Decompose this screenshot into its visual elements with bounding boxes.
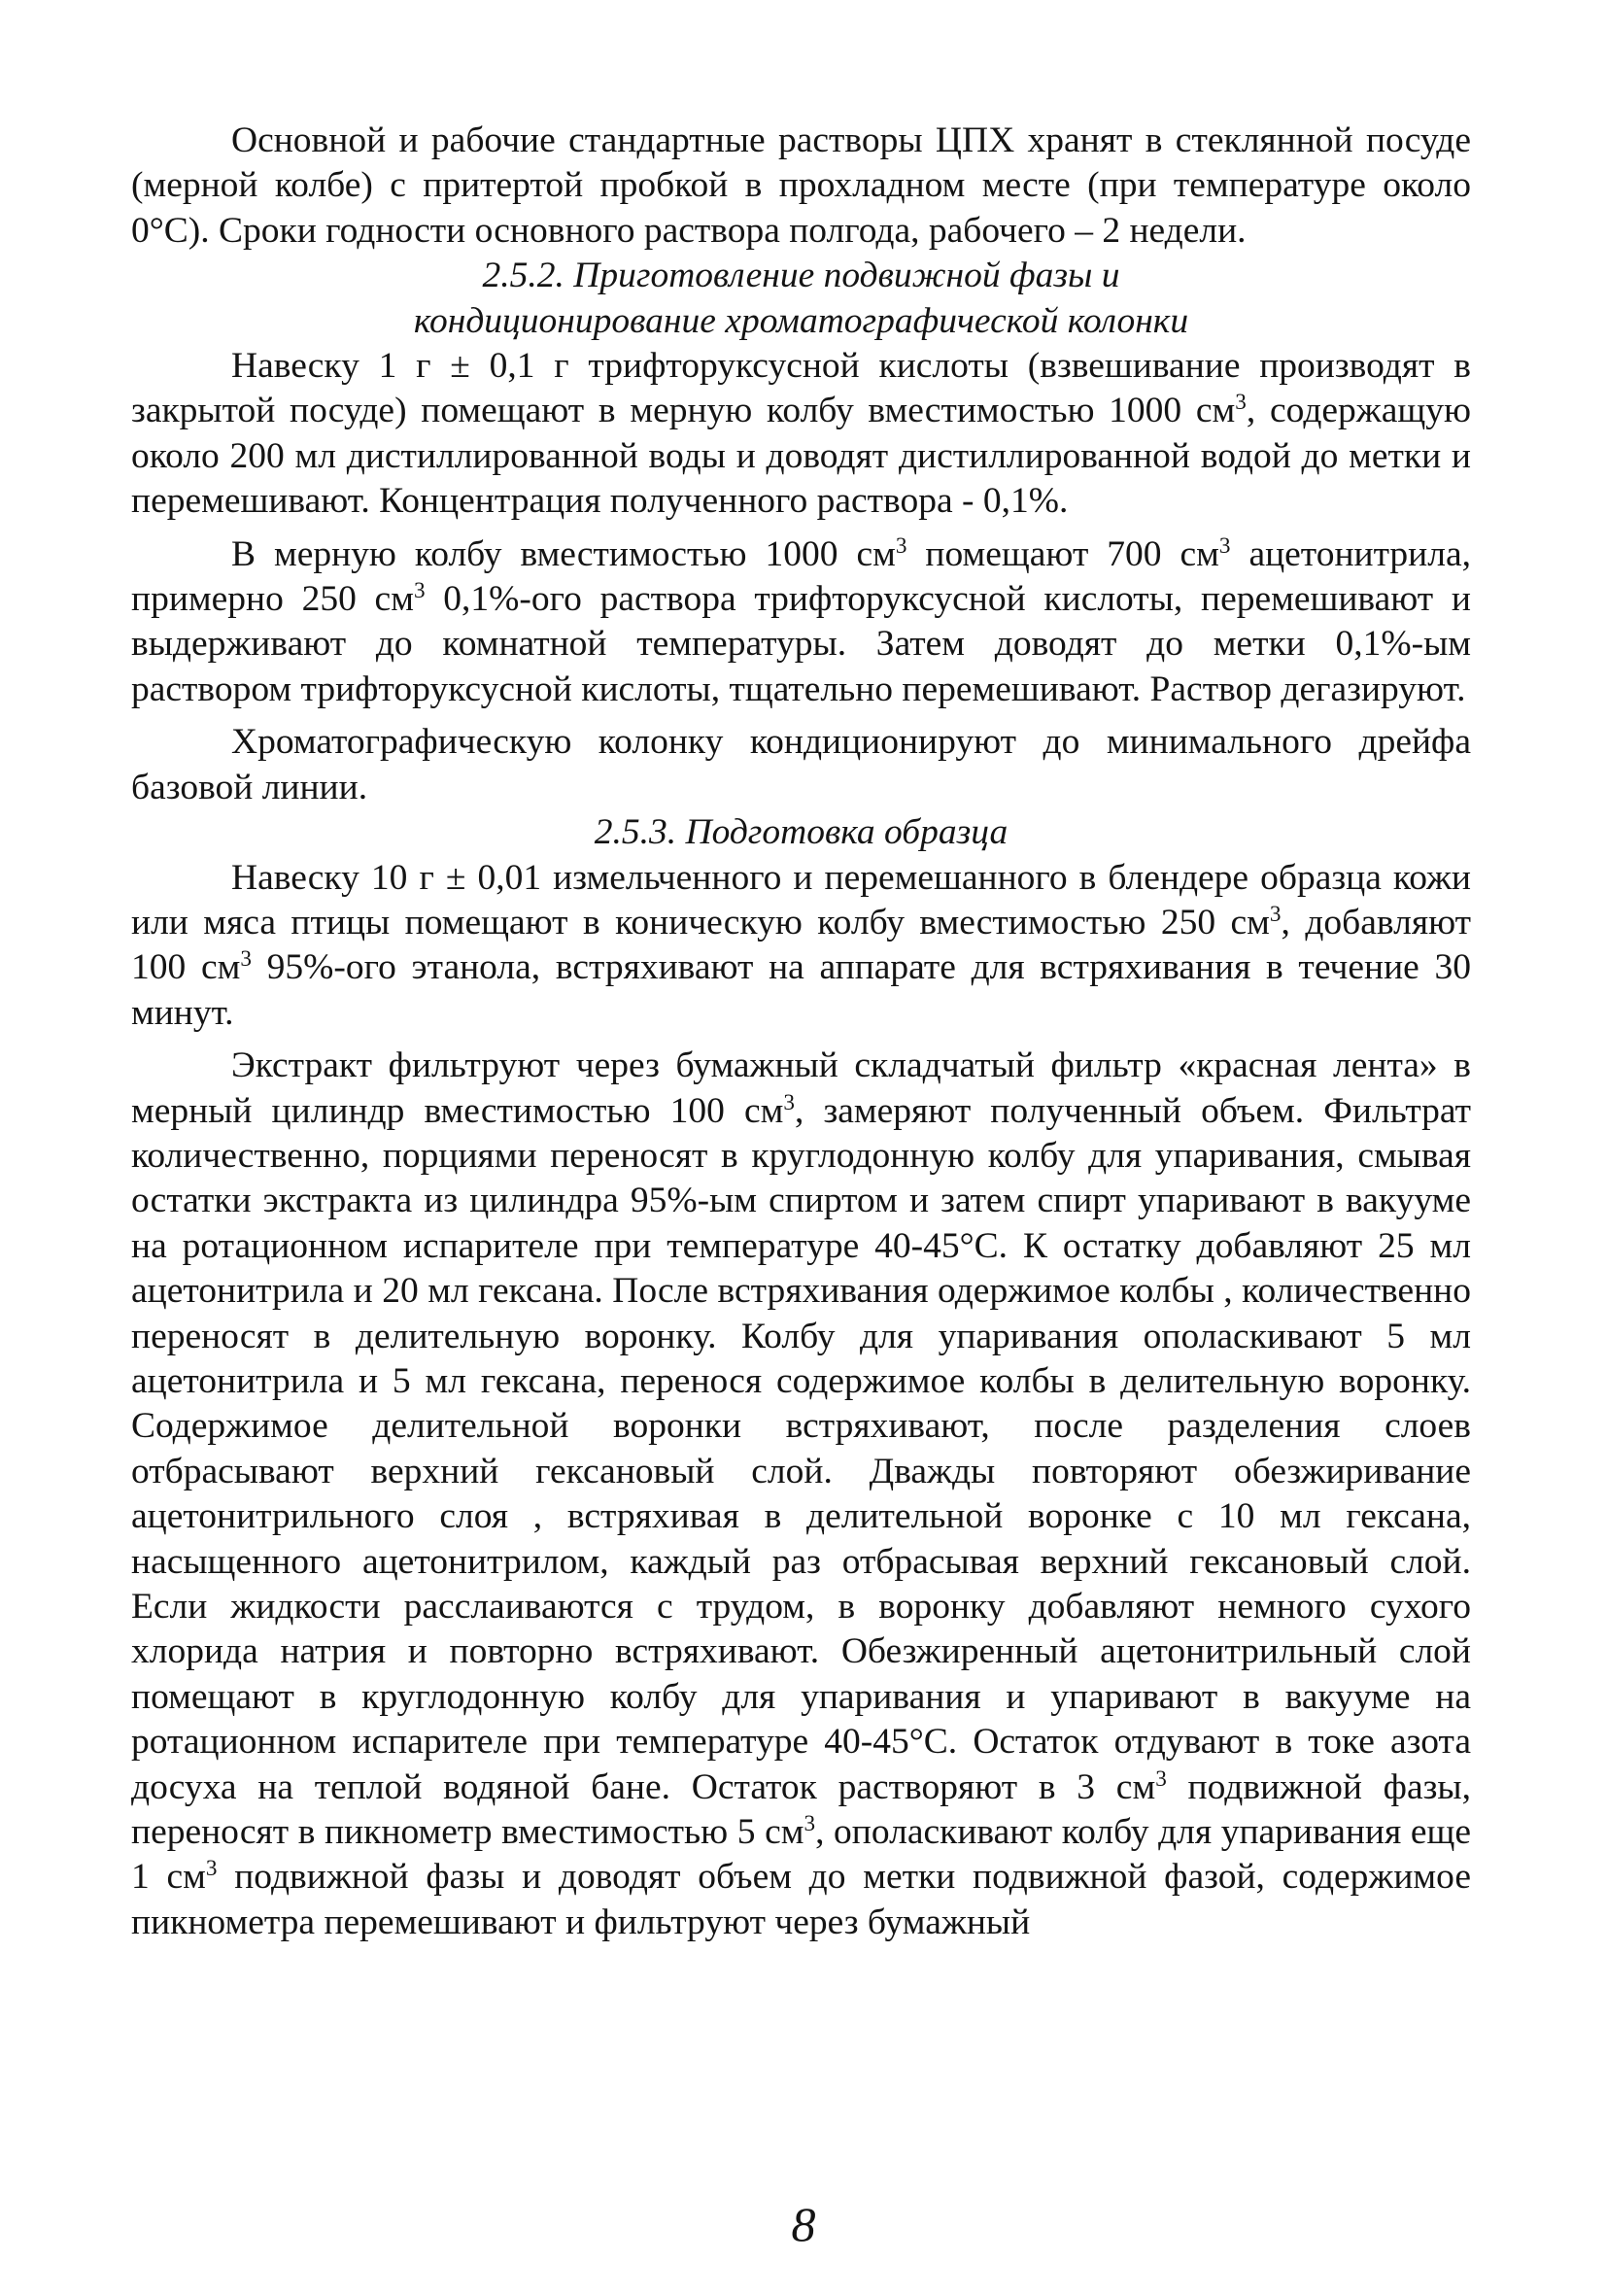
paragraph	[131, 856, 1471, 1037]
paragraph-text: Экстракт фильтруют через бумажный складчатый фильтр «красная лента» в мерный цилиндр вместимостью 100 см	[131, 1045, 1471, 1131]
page-body	[131, 119, 1471, 1945]
superscript: 3	[240, 946, 252, 973]
paragraph	[131, 532, 1471, 713]
paragraph	[131, 1044, 1471, 1945]
superscript: 3	[1235, 390, 1247, 416]
paragraph-text: В мерную колбу вместимостью 1000 см	[231, 533, 896, 574]
superscript: 3	[895, 532, 907, 559]
superscript: 3	[1218, 532, 1231, 559]
paragraph-text: подвижной фазы и доводят объем до метки подвижной фазой, содержимое пикнометра перемешивают и фильтруют через бумажный	[131, 1857, 1471, 1942]
superscript: 3	[804, 1811, 816, 1837]
paragraph-text: Навеску 1 г ± 0,1 г трифторуксусной кислоты (взвешивание производят в закрытой посуде) помещают в мерную колбу вместимостью 1000 см	[131, 346, 1471, 431]
paragraph-text: ацетонитрила, примерно 250 см	[131, 533, 1471, 620]
paragraph-text: 0,1%-ого раствора трифторуксусной кислоты, перемешивают и выдерживают до комнатной температуры. Затем доводят до метки 0,1%-ым раствором трифторуксусной кислоты, тщательно перемешивают. Раствор дегазируют.	[131, 579, 1471, 709]
section-heading: 2.5.2. Приготовление подвижной фазы и	[482, 256, 1120, 296]
superscript: 3	[1269, 902, 1282, 928]
superscript: 3	[1155, 1765, 1167, 1792]
paragraph-text: Навеску 10 г ± 0,01 измельченного и перемешанного в блендере образца кожи или мяса птицы помещают в коническую колбу вместимостью 250 см	[131, 857, 1471, 942]
paragraph-text: помещают 700 см	[906, 533, 1219, 574]
paragraph-text: Основной и рабочие стандартные растворы ЦПХ хранят в стеклянной посуде (мерной колбе) с притертой пробкой в прохладном месте (при температуре около 0°С). Сроки годности основного раствора полгода, рабочего – 2 недели.	[131, 120, 1471, 251]
paragraph-text: , содержащую около 200 мл дистиллированной воды и доводят дистиллированной водой до метки и перемешивают. Концентрация полученного раствора - 0,1%.	[131, 391, 1472, 522]
paragraph-text: , замеряют полученный объем. Фильтрат количественно, порциями переносят в круглодонную колбу для упаривания, смывая остатки экстракта из цилиндра 95%-ым спиртом и затем спирт упаривают в вакууме на ротационном испарителе при температуре 40-45°С. К остатку добавляют 25 мл ацетонитрила и 20 мл гексана. После встряхивания одержимое колбы , количественно переносят в делительную воронку. Колбу для упаривания ополаскивают 5 мл ацетонитрила и 5 мл гексана, перенося содержимое колбы в делительную воронку. Содержимое делительной воронки встряхивают, после разделения слоев отбрасывают верхний гексановый слой. Дважды повторяют обезжиривание ацетонитрильного слоя , встряхивая в делительной воронке с 10 мл гексана, насыщенного ацетонитрилом, каждый раз отбрасывая верхний гексановый слой. Если жидкости расслаиваются с трудом, в воронку добавляют немного сухого хлорида натрия и повторно встряхивают. Обезжиренный ацетонитрильный слой помещают в круглодонную колбу для упаривания и упаривают в вакууме на ротационном испарителе при температуре 40-45°С. Остаток отдувают в токе азота досуха на теплой водяной бане. Остаток растворяют в 3 см	[131, 1090, 1471, 1807]
paragraph-text: Хроматографическую колонку кондиционируют до минимального дрейфа базовой линии.	[131, 722, 1471, 807]
paragraph-text: подвижной фазы, переносят в пикнометр вместимостью 5 см	[131, 1766, 1472, 1853]
section-heading: 2.5.3. Подготовка образца	[594, 812, 1009, 853]
paragraph-text: 95%-ого этанола, встряхивают на аппарате для встряхивания в течение 30 минут.	[131, 947, 1472, 1033]
superscript: 3	[413, 578, 426, 604]
superscript: 3	[205, 1856, 218, 1882]
paragraph-text: , ополаскивают колбу для упаривания еще 1 см	[131, 1812, 1471, 1898]
paragraph-text: , добавляют 100 см	[131, 902, 1471, 988]
paragraph	[131, 119, 1471, 254]
page-number: 8	[791, 2197, 816, 2251]
superscript: 3	[783, 1089, 795, 1115]
paragraph	[131, 344, 1471, 525]
paragraph	[131, 720, 1471, 810]
section-heading: кондиционирование хроматографической колонки	[413, 300, 1189, 341]
